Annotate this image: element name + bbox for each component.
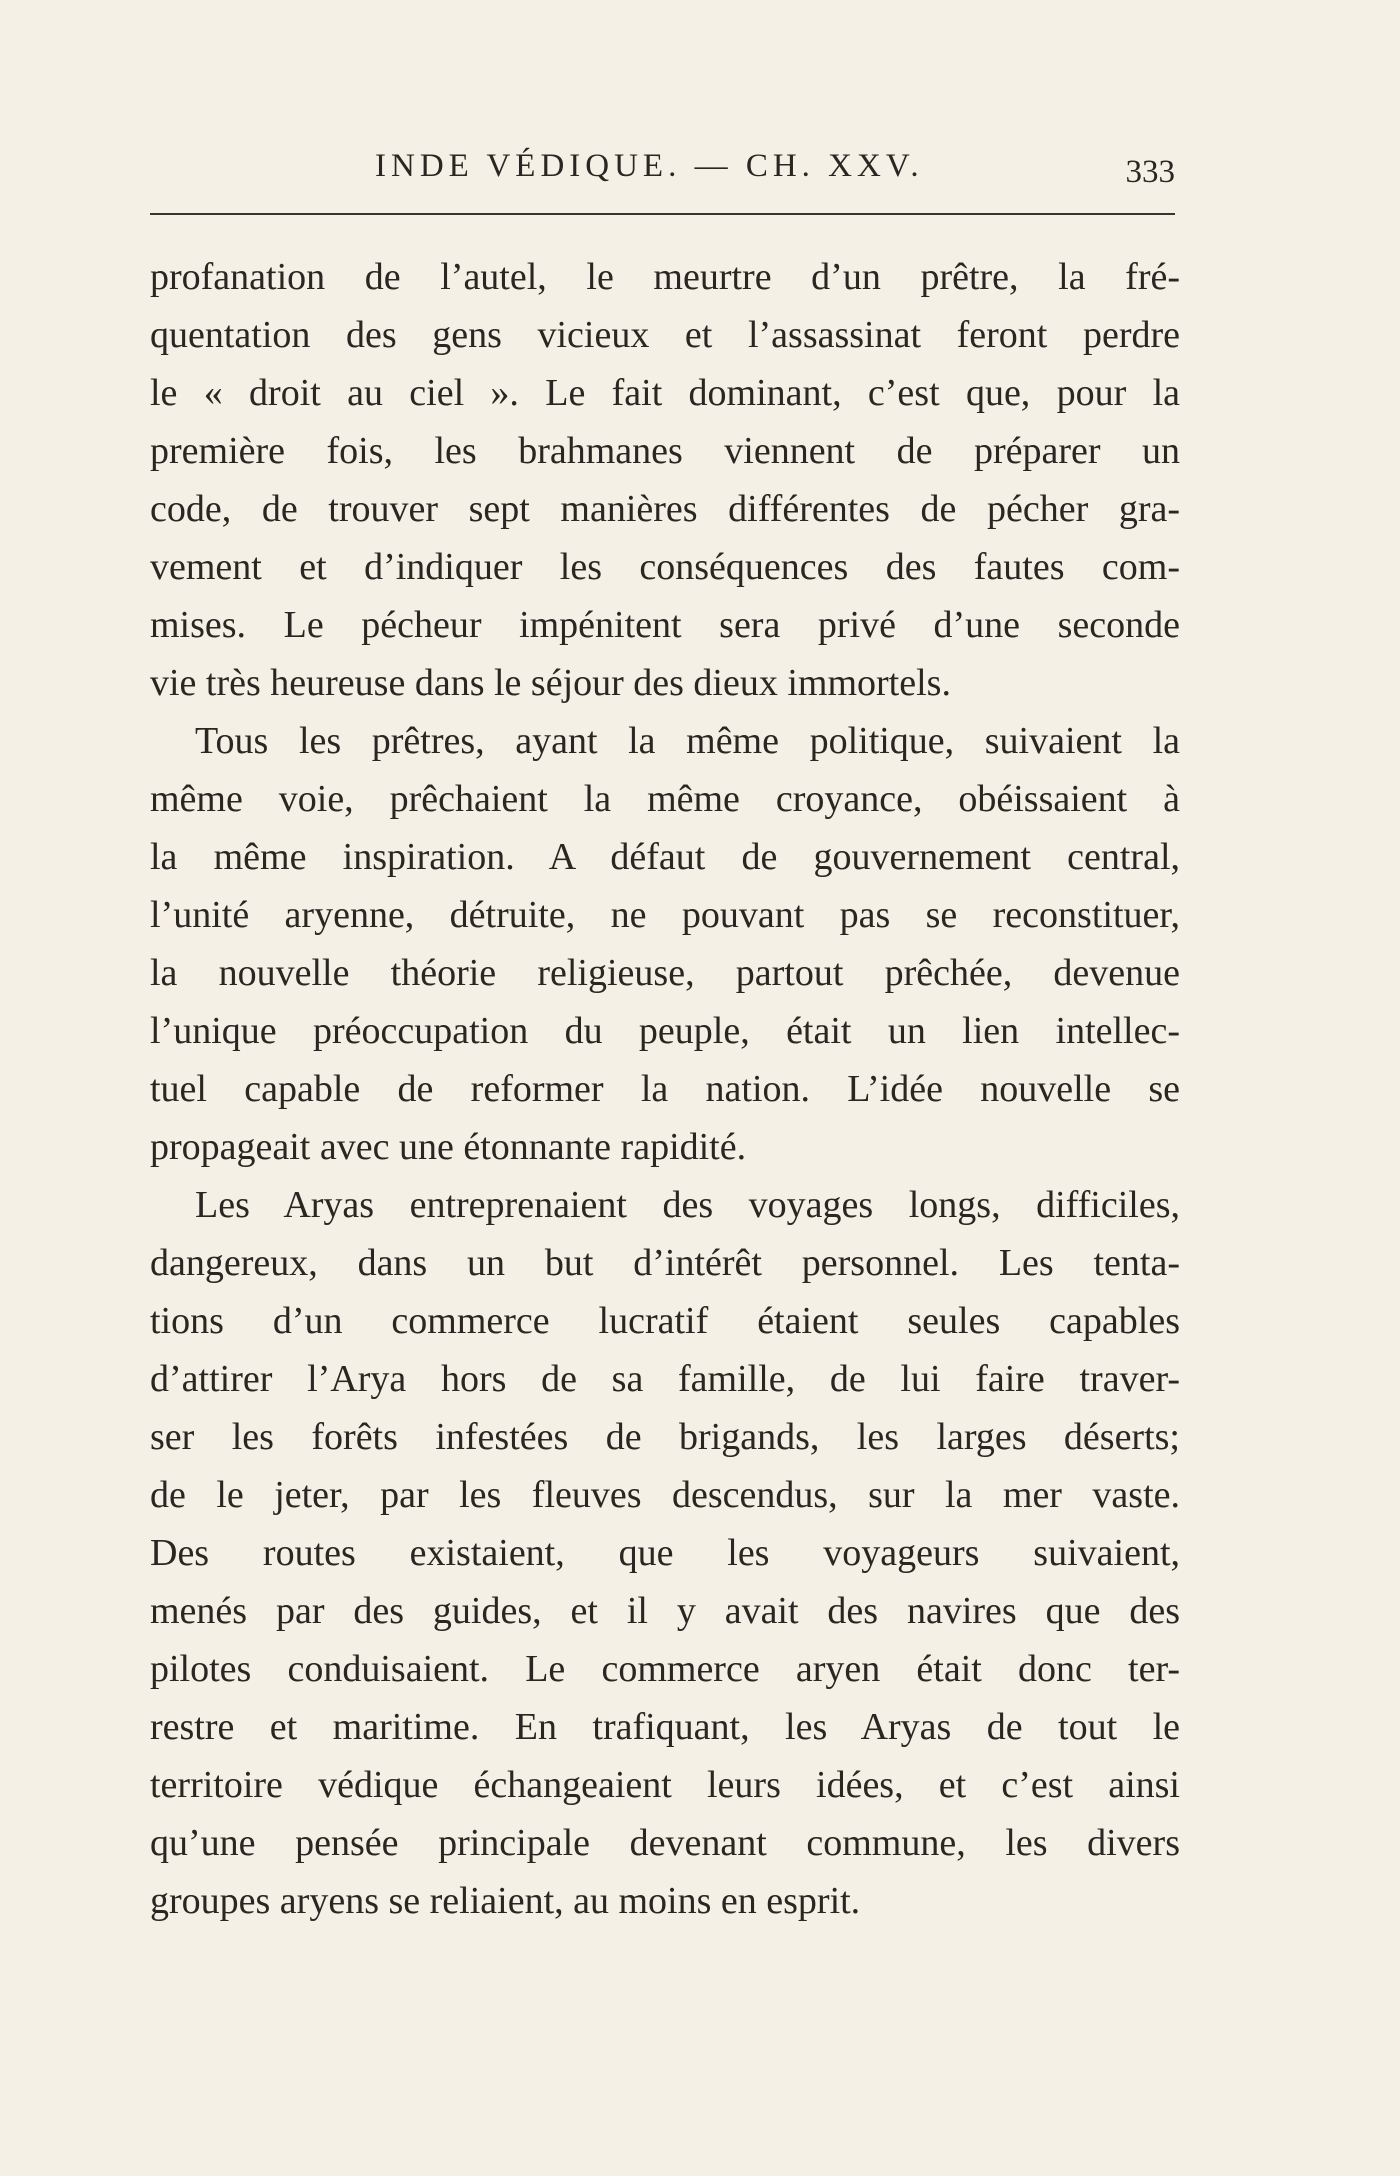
paragraph-3: [150, 1176, 1180, 1930]
text-line: l’unique préoccupation du peuple, était un lien intellec-: [150, 1010, 1180, 1052]
text-line: tuel capable de reformer la nation. L’idée nouvelle se: [150, 1068, 1180, 1110]
text-line: profanation de l’autel, le meurtre d’un prêtre, la fré-: [150, 256, 1180, 298]
text-line: Tous les prêtres, ayant la même politique, suivaient la: [195, 720, 1180, 762]
text-line: la nouvelle théorie religieuse, partout prêchée, devenue: [150, 952, 1180, 994]
text-line: ser les forêts infestées de brigands, les larges déserts;: [150, 1416, 1180, 1458]
text-line: Les Aryas entreprenaient des voyages longs, difficiles,: [195, 1184, 1180, 1226]
body-text: [150, 248, 1180, 1930]
text-line: l’unité aryenne, détruite, ne pouvant pas se reconstituer,: [150, 894, 1180, 936]
paragraph-2: [150, 712, 1180, 1176]
text-line: la même inspiration. A défaut de gouvernement central,: [150, 836, 1180, 878]
text-line: pilotes conduisaient. Le commerce aryen était donc ter-: [150, 1648, 1180, 1690]
text-line: quentation des gens vicieux et l’assassinat feront perdre: [150, 314, 1180, 356]
text-line: vie très heureuse dans le séjour des dieux immortels.: [150, 662, 951, 704]
text-line: mises. Le pécheur impénitent sera privé d’une seconde: [150, 604, 1180, 646]
running-header: [150, 148, 1175, 196]
text-line: vement et d’indiquer les conséquences des fautes com-: [150, 546, 1180, 588]
paragraph-1: [150, 248, 1180, 712]
text-line: même voie, prêchaient la même croyance, obéissaient à: [150, 778, 1180, 820]
header-rule: [150, 213, 1175, 215]
text-line: tions d’un commerce lucratif étaient seules capables: [150, 1300, 1180, 1342]
text-line: territoire védique échangeaient leurs idées, et c’est ainsi: [150, 1764, 1180, 1806]
chapter-title: INDE VÉDIQUE. — CH. XXV.: [375, 148, 924, 184]
text-line: d’attirer l’Arya hors de sa famille, de lui faire traver-: [150, 1358, 1180, 1400]
text-line: propageait avec une étonnante rapidité.: [150, 1126, 747, 1168]
text-line: Des routes existaient, que les voyageurs suivaient,: [150, 1532, 1180, 1574]
text-line: menés par des guides, et il y avait des navires que des: [150, 1590, 1180, 1632]
text-line: première fois, les brahmanes viennent de préparer un: [150, 430, 1180, 472]
text-line: qu’une pensée principale devenant commune, les divers: [150, 1822, 1180, 1864]
text-line: le « droit au ciel ». Le fait dominant, c’est que, pour la: [150, 372, 1180, 414]
text-line: code, de trouver sept manières différentes de pécher gra-: [150, 488, 1180, 530]
text-line: de le jeter, par les fleuves descendus, sur la mer vaste.: [150, 1474, 1180, 1516]
page-number: 333: [1125, 154, 1175, 190]
text-line: restre et maritime. En trafiquant, les Aryas de tout le: [150, 1706, 1180, 1748]
text-line: groupes aryens se reliaient, au moins en esprit.: [150, 1880, 861, 1922]
text-line: dangereux, dans un but d’intérêt personnel. Les tenta-: [150, 1242, 1180, 1284]
